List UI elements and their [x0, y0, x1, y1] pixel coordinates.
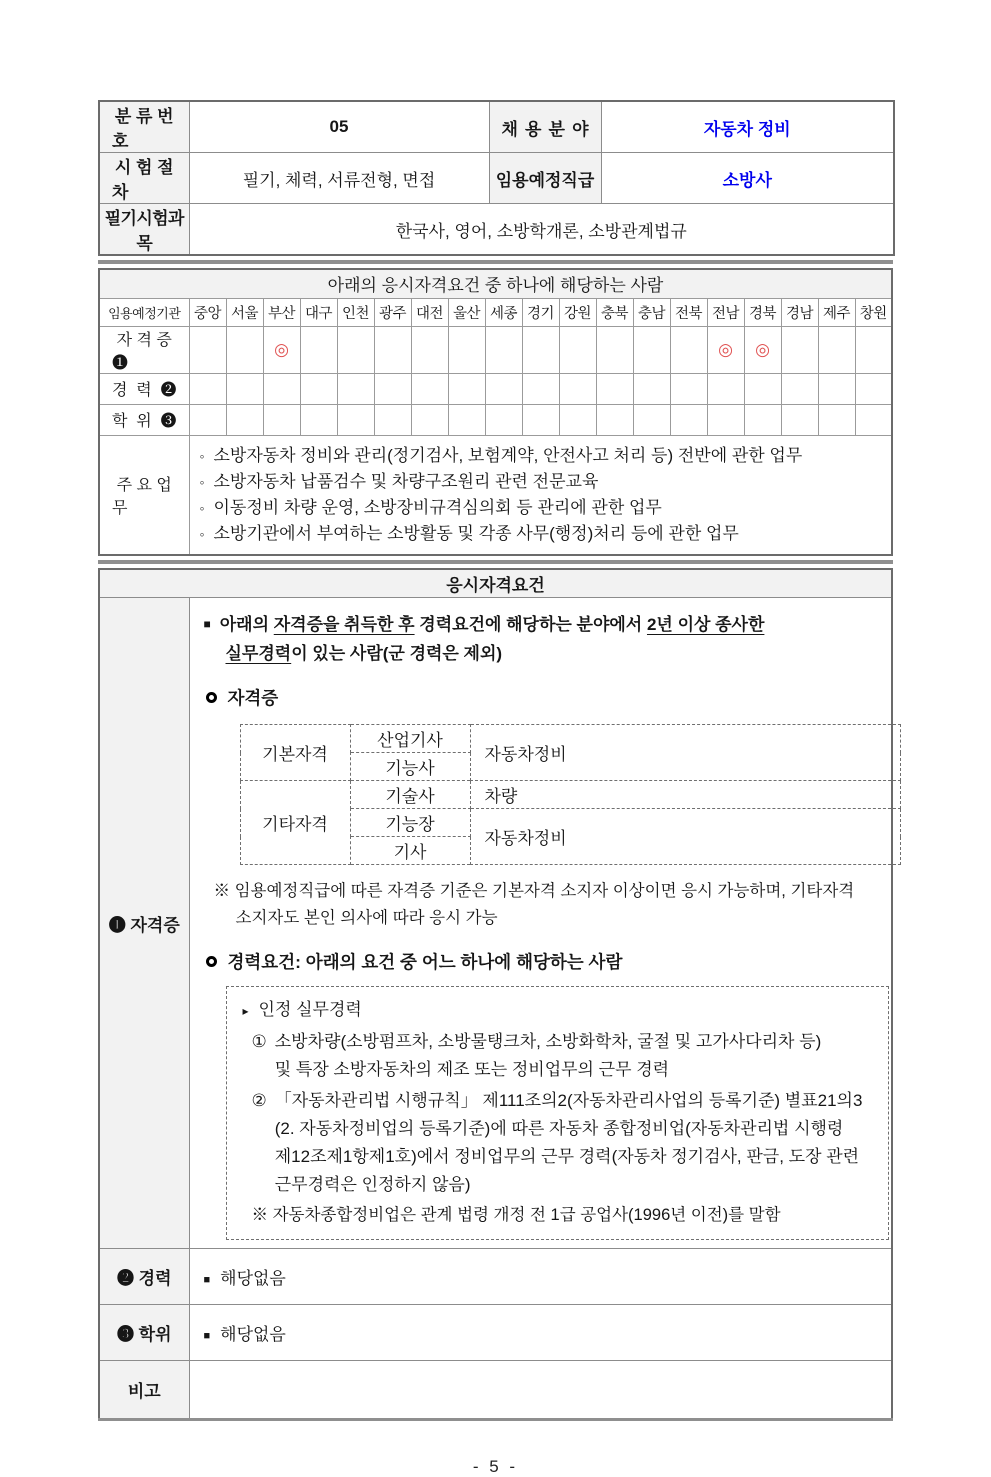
requirement-segment: 자격증을 취득한 후 [273, 615, 415, 634]
region-col-header: 전남 [707, 298, 744, 326]
region-empty-cell [633, 326, 670, 373]
region-col-header: 경기 [522, 298, 559, 326]
square-bullet-icon: ■ [203, 617, 211, 631]
region-empty-cell [522, 326, 559, 373]
region-empty-cell [670, 326, 707, 373]
region-col-header: 중앙 [189, 298, 226, 326]
requirement-segment: 이 있는 사람(군 경력은 제외) [291, 644, 503, 663]
region-empty-cell [374, 326, 411, 373]
certificate-section-content [189, 598, 892, 1249]
degree-row-text: 해당없음 [220, 1325, 286, 1344]
region-empty-cell [448, 326, 485, 373]
region-empty-cell [855, 326, 892, 373]
region-row-label: 경 력 ❷ [99, 373, 189, 404]
requirement-line-1 [204, 610, 882, 639]
region-empty-cell [189, 373, 226, 404]
basic-qualification-group: 기본자격 [240, 725, 350, 781]
duty-text: 소방자동차 납품검수 및 차량구조원리 관련 전문교육 [213, 471, 599, 491]
certificate-subheader-label: 자격증 [227, 688, 279, 708]
grade-master-craftsman: 기능장 [350, 809, 470, 837]
other-qualification-group: 기타자격 [240, 781, 350, 865]
region-empty-cell [744, 404, 781, 435]
certificate-note-line: ※ 임용예정직급에 따른 자격증 기준은 기본자격 소지자 이상이면 응시 가능하며, 기타자격 [213, 882, 855, 900]
career-requirement-subheader [204, 949, 882, 974]
experience-items [239, 1028, 876, 1199]
experience-item-line: 제12조제1항제1호)에서 정비업무의 근무 경력(자동차 정기검사, 판금, 도장 관련 [274, 1147, 860, 1166]
circle-bullet-icon: ◦ [199, 473, 205, 490]
region-col-header: 대구 [300, 298, 337, 326]
duties-list [189, 435, 892, 555]
region-empty-cell [189, 326, 226, 373]
experience-box-note: ※ 자동차종합정비업은 관계 법령 개정 전 1급 공업사(1996년 이전)를 말함 [251, 1206, 781, 1224]
region-data-row [99, 326, 892, 373]
region-empty-cell [337, 404, 374, 435]
duty-text: 소방기관에서 부여하는 소방활동 및 각종 사무(행정)처리 등에 관한 업무 [213, 523, 739, 543]
region-col-header: 강원 [559, 298, 596, 326]
duty-item [200, 469, 884, 495]
grade-craftsman: 기능사 [350, 753, 470, 781]
requirement-line-2 [226, 639, 882, 668]
grade-professional-engineer: 기술사 [350, 781, 470, 809]
region-mark-cell: ◎ [744, 326, 781, 373]
region-empty-cell [300, 404, 337, 435]
region-empty-cell [596, 404, 633, 435]
classification-number-value: 05 [189, 101, 489, 153]
region-col-header: 울산 [448, 298, 485, 326]
region-empty-cell [707, 404, 744, 435]
region-empty-cell [670, 404, 707, 435]
experience-item-line: 근무경력은 인정하지 않음) [274, 1175, 471, 1194]
appointment-rank-label: 임용예정직급 [489, 153, 601, 204]
duty-item [200, 443, 884, 469]
experience-box-title-label: 인정 실무경력 [258, 1000, 362, 1019]
degree-row [99, 1305, 892, 1361]
eligibility-band-row [99, 269, 892, 298]
document-content [98, 100, 893, 1477]
region-empty-cell [226, 326, 263, 373]
career-row-text: 해당없음 [220, 1269, 286, 1288]
triangle-bullet-icon: ▸ [242, 1004, 249, 1018]
region-col-header: 충남 [633, 298, 670, 326]
region-empty-cell [300, 373, 337, 404]
region-empty-cell [337, 326, 374, 373]
region-corner-label: 임용예정기관 [99, 298, 189, 326]
certificate-row-label: ❶ 자격증 [99, 598, 189, 1249]
career-row-label: ❷ 경력 [99, 1249, 189, 1305]
region-col-header: 경남 [781, 298, 818, 326]
region-empty-cell [781, 404, 818, 435]
region-empty-cell [226, 373, 263, 404]
duty-text: 소방자동차 정비와 관리(정기검사, 보험계약, 안전사고 처리 등) 전반에 관한 업무 [213, 445, 803, 465]
exam-procedure-label: 시 험 절 차 [99, 153, 189, 204]
region-empty-cell [522, 404, 559, 435]
duty-item [200, 521, 884, 547]
region-empty-cell [781, 326, 818, 373]
region-col-header: 세종 [485, 298, 522, 326]
recruitment-field-label: 채 용 분 야 [489, 101, 601, 153]
recruitment-field-value: 자동차 정비 [601, 101, 894, 153]
region-row-label: 자 격 증 ❶ [99, 326, 189, 373]
remarks-row-label: 비고 [99, 1361, 189, 1420]
circle-bullet-icon [206, 956, 217, 967]
item-number: ② [251, 1091, 267, 1110]
duties-label: 주 요 업 무 [99, 435, 189, 555]
region-empty-cell [596, 373, 633, 404]
experience-item [239, 1028, 876, 1084]
region-empty-cell [818, 326, 855, 373]
region-col-header: 제주 [818, 298, 855, 326]
region-row-label: 학 위 ❸ [99, 404, 189, 435]
region-data-row [99, 404, 892, 435]
region-empty-cell [411, 404, 448, 435]
region-mark-cell: ◎ [707, 326, 744, 373]
cert-table-row [240, 781, 900, 809]
career-requirement-subheader-label: 경력요건: 아래의 요건 중 어느 하나에 해당하는 사람 [227, 952, 623, 972]
region-col-header: 대전 [411, 298, 448, 326]
region-empty-cell [707, 373, 744, 404]
region-empty-cell [818, 404, 855, 435]
duty-item [200, 495, 884, 521]
region-empty-cell [633, 373, 670, 404]
region-empty-cell [633, 404, 670, 435]
other-certificate-name: 자동차정비 [470, 809, 900, 865]
region-empty-cell [744, 373, 781, 404]
section-divider [98, 260, 893, 264]
region-header-row [99, 298, 892, 326]
region-empty-cell [670, 373, 707, 404]
experience-item [239, 1087, 876, 1199]
experience-item-line: 「자동차관리법 시행규칙」 제111조의2(자동차관리사업의 등록기준) 별표21의3 [274, 1091, 863, 1110]
remarks-row-value [189, 1361, 892, 1420]
circle-bullet-icon: ◦ [199, 525, 205, 542]
region-col-header: 충북 [596, 298, 633, 326]
region-empty-cell [781, 373, 818, 404]
region-empty-cell [485, 404, 522, 435]
appointment-rank-value: 소방사 [601, 153, 894, 204]
region-empty-cell [300, 326, 337, 373]
exam-procedure-value: 필기, 체력, 서류전형, 면접 [189, 153, 489, 204]
square-bullet-icon: ■ [203, 1329, 211, 1342]
region-col-header: 인천 [337, 298, 374, 326]
region-empty-cell [263, 404, 300, 435]
degree-row-label: ❸ 학위 [99, 1305, 189, 1361]
cert-table-row [240, 725, 900, 753]
region-col-header: 경북 [744, 298, 781, 326]
circle-bullet-icon: ◦ [199, 499, 205, 516]
career-row [99, 1249, 892, 1305]
region-table [98, 268, 893, 556]
region-empty-cell [411, 373, 448, 404]
header-table [98, 100, 895, 256]
experience-item-line: 및 특장 소방자동차의 제조 또는 정비업무의 근무 경력 [274, 1060, 670, 1079]
header-row-3 [99, 204, 894, 256]
region-empty-cell [522, 373, 559, 404]
certificate-note [204, 878, 882, 932]
requirement-segment: 아래의 [219, 615, 274, 634]
region-mark-cell: ◎ [263, 326, 300, 373]
region-empty-cell [189, 404, 226, 435]
qualification-band-title: 응시자격요건 [99, 569, 892, 598]
region-empty-cell [448, 404, 485, 435]
experience-box [226, 986, 889, 1240]
region-empty-cell [818, 373, 855, 404]
requirement-segment: 2년 이상 종사한 [646, 615, 765, 634]
certificate-detail-table [240, 724, 901, 865]
experience-box-title [239, 996, 876, 1025]
basic-certificate-name: 자동차정비 [470, 725, 900, 781]
region-empty-cell [374, 404, 411, 435]
experience-item-line: (2. 자동차정비업의 등록기준)에 따른 자동차 종합정비업(자동차관리법 시행령 [274, 1119, 844, 1138]
duties-row [99, 435, 892, 555]
region-empty-cell [448, 373, 485, 404]
region-empty-cell [855, 373, 892, 404]
requirement-statement [204, 610, 882, 668]
requirement-segment: 실무경력 [225, 644, 292, 663]
grade-industrial-engineer: 산업기사 [350, 725, 470, 753]
region-empty-cell [485, 326, 522, 373]
qualification-table [98, 568, 893, 1422]
region-empty-cell [337, 373, 374, 404]
region-empty-cell [263, 373, 300, 404]
region-empty-cell [374, 373, 411, 404]
duty-text: 이동정비 차량 운영, 소방장비규격심의회 등 관리에 관한 업무 [213, 497, 662, 517]
region-empty-cell [855, 404, 892, 435]
header-row-1 [99, 101, 894, 153]
region-col-header: 서울 [226, 298, 263, 326]
region-empty-cell [559, 404, 596, 435]
square-bullet-icon: ■ [203, 1273, 211, 1286]
region-empty-cell [559, 373, 596, 404]
region-data-row [99, 373, 892, 404]
experience-item-line: 소방차량(소방펌프차, 소방물탱크차, 소방화학차, 굴절 및 고가사다리차 등) [274, 1032, 822, 1051]
region-col-header: 부산 [263, 298, 300, 326]
written-subjects-value: 한국사, 영어, 소방학개론, 소방관계법규 [189, 204, 894, 256]
vehicle-certificate-name: 차량 [470, 781, 900, 809]
certificate-subheader [204, 685, 882, 710]
item-number: ① [251, 1032, 267, 1051]
region-empty-cell [485, 373, 522, 404]
circle-bullet-icon: ◦ [199, 447, 205, 464]
region-empty-cell [226, 404, 263, 435]
region-empty-cell [559, 326, 596, 373]
degree-row-value [189, 1305, 892, 1361]
requirement-segment: 경력요건에 해당하는 분야에서 [414, 615, 647, 634]
grade-engineer: 기사 [350, 837, 470, 865]
region-empty-cell [596, 326, 633, 373]
career-row-value [189, 1249, 892, 1305]
written-subjects-label: 필기시험과목 [99, 204, 189, 256]
qualification-band-row [99, 569, 892, 598]
region-col-header: 창원 [855, 298, 892, 326]
remarks-row [99, 1361, 892, 1420]
certificate-note-line: 소지자도 본인 의사에 따라 응시 가능 [235, 909, 498, 927]
experience-item-lines [275, 1087, 863, 1199]
header-row-2 [99, 153, 894, 204]
region-col-header: 광주 [374, 298, 411, 326]
circle-bullet-icon [206, 692, 217, 703]
experience-item-lines [275, 1028, 822, 1084]
region-col-header: 전북 [670, 298, 707, 326]
region-empty-cell [411, 326, 448, 373]
certificate-section-row [99, 598, 892, 1249]
eligibility-band-title: 아래의 응시자격요건 중 하나에 해당하는 사람 [99, 269, 892, 298]
page-number: - 5 - [472, 1457, 519, 1476]
classification-number-label: 분 류 번 호 [99, 101, 189, 153]
section-divider [98, 560, 893, 564]
